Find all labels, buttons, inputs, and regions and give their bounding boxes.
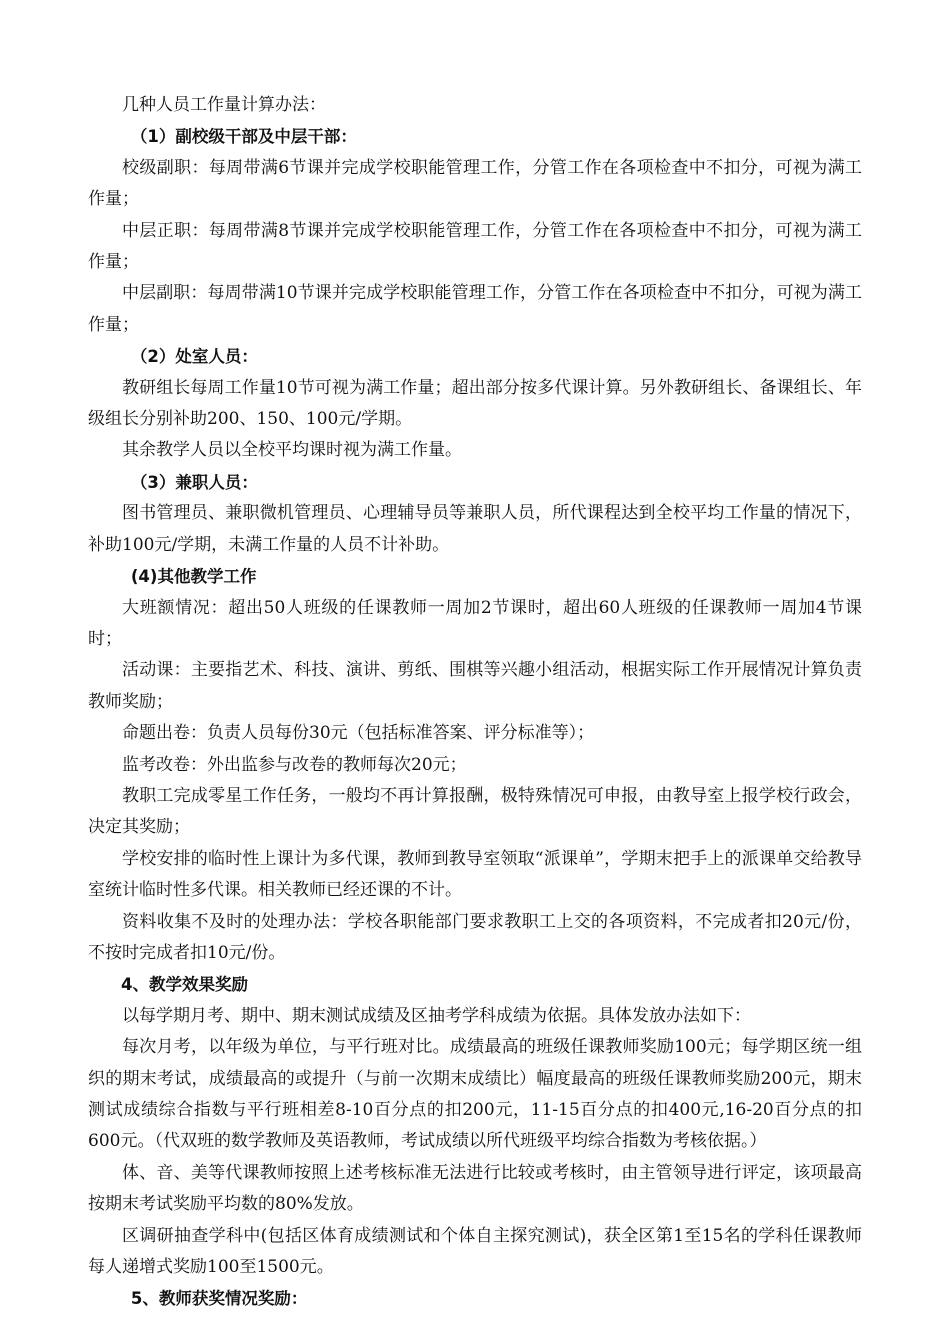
paragraph: 图书管理员、兼职微机管理员、心理辅导员等兼职人员，所代课程达到全校平均工作量的情况下，补助100元/学期，未满工作量的人员不计补助。: [88, 503, 862, 555]
paragraph: 体、音、美等代课教师按照上述考核标准无法进行比较或考核时，由主管领导进行评定，该项最高按期末考试奖励平均数的80%发放。: [88, 1162, 862, 1215]
paragraph: 学校安排的临时性上课计为多代课，教师到教导室领取“派课单”，学期末把手上的派课单交给教导室统计临时性多代课。相关教师已经还课的不计。: [88, 848, 862, 901]
paragraph: 教研组长每周工作量10节可视为满工作量；超出部分按多代课计算。另外教研组长、备课组长、年级组长分别补助200、150、100元/学期。: [88, 377, 862, 430]
paragraph: 每次月考，以年级为单位，与平行班对比。成绩最高的班级任课教师奖励100元；每学期区统一组织的期末考试，成绩最高的或提升（与前一次期末成绩比）幅度最高的班级任课教师奖励200元，期末测试成绩综合指数与平行班相差8-10百分点的扣200元，11-15百分点的扣400元,16-20百分点的扣600元。（代双班的数学教师及英语教师，考试成绩以所代班级平均综合指数为考核依据。）: [88, 1037, 862, 1152]
paragraph: 以每学期月考、期中、期末测试成绩及区抽考学科成绩为依据。具体发放办法如下：: [122, 1005, 751, 1026]
intro-text: 几种人员工作量计算办法：: [122, 95, 326, 115]
section-1-heading: （1）副校级干部及中层干部：: [130, 127, 357, 147]
paragraph: 其余教学人员以全校平均课时视为满工作量。: [122, 440, 462, 461]
section-teaching-results-heading: 4、教学效果奖励: [121, 975, 248, 995]
section-3-heading: （3）兼职人员：: [130, 472, 258, 492]
paragraph: 区调研抽查学科中(包括区体育成绩测试和个体自主探究测试)，获全区第1至15名的学科任课教师每人递增式奖励100至1500元。: [88, 1225, 862, 1278]
paragraph: 资料收集不及时的处理办法：学校各职能部门要求教职工上交的各项资料，不完成者扣20元/份，不按时完成者扣10元/份。: [88, 911, 862, 963]
paragraph: 校级副职：每周带满6节课并完成学校职能管理工作，分管工作在各项检查中不扣分，可视为满工作量；: [88, 157, 862, 210]
section-4-heading: (4)其他教学工作: [130, 567, 257, 587]
paragraph: 命题出卷：负责人员每份30元（包括标准答案、评分标准等）；: [122, 723, 595, 744]
paragraph: 大班额情况：超出50人班级的任课教师一周加2节课时，超出60人班级的任课教师一周加4节课时；: [88, 597, 862, 649]
paragraph: 中层正职：每周带满8节课并完成学校职能管理工作，分管工作在各项检查中不扣分，可视为满工作量；: [88, 220, 862, 273]
document-page: [88, 90, 862, 1315]
paragraph: 监考改卷：外出监参与改卷的教师每次20元；: [122, 754, 467, 775]
paragraph: 中层副职：每周带满10节课并完成学校职能管理工作，分管工作在各项检查中不扣分，可视为满工作量；: [88, 283, 862, 335]
paragraph: 活动课：主要指艺术、科技、演讲、剪纸、围棋等兴趣小组活动，根据实际工作开展情况计算负责教师奖励；: [88, 660, 862, 712]
section-2-heading: （2）处室人员：: [130, 347, 258, 367]
section-teacher-awards-heading: 5、教师获奖情况奖励：: [130, 1289, 308, 1309]
paragraph: 教职工完成零星工作任务，一般均不再计算报酬，极特殊情况可申报，由教导室上报学校行政会，决定其奖励；: [88, 785, 862, 838]
